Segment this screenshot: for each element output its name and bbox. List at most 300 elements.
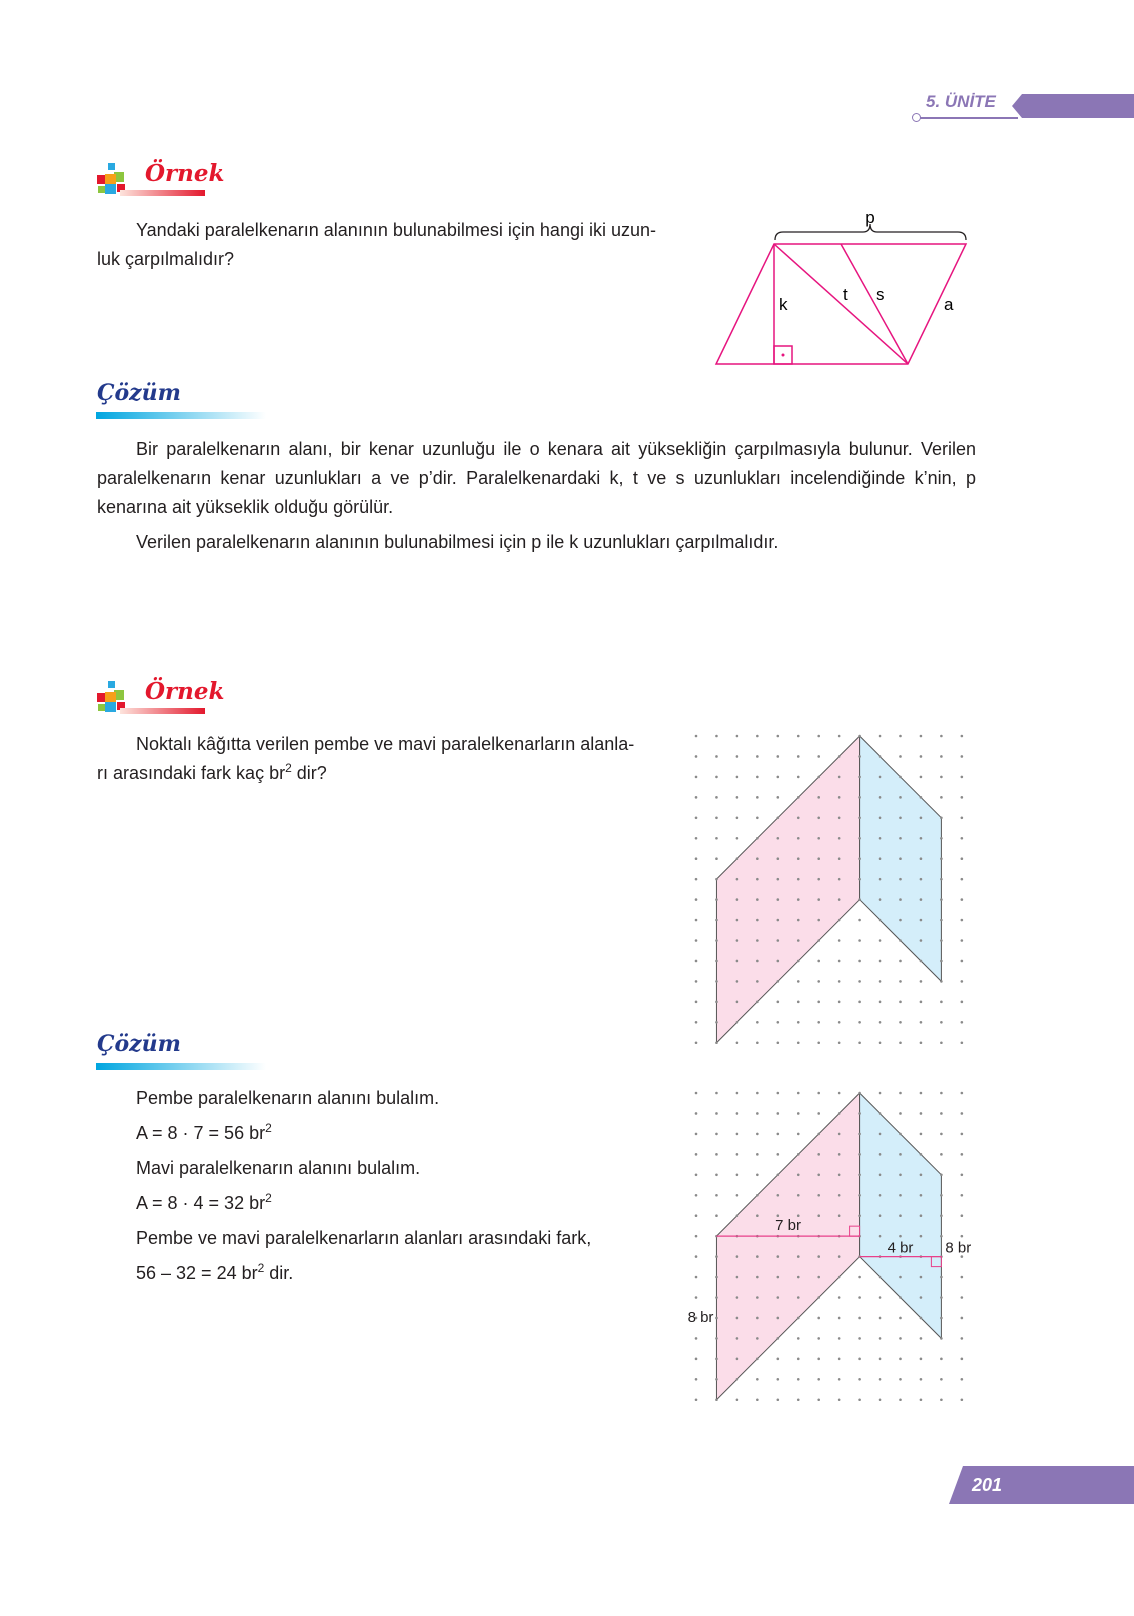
grid-dot <box>777 1255 780 1258</box>
grid-dot <box>756 1378 759 1381</box>
grid-dot <box>736 1296 739 1299</box>
grid-dot <box>899 980 902 983</box>
grid-dot <box>797 1112 800 1115</box>
grid-dot <box>715 1337 718 1340</box>
grid-dot <box>777 1398 780 1401</box>
grid-dot <box>756 735 759 738</box>
grid-dot <box>961 817 964 820</box>
grid-dot <box>736 898 739 901</box>
grid-dot <box>695 898 698 901</box>
grid-dot <box>858 980 861 983</box>
grid-dot <box>961 1133 964 1136</box>
grid-dot <box>715 980 718 983</box>
grid-dot <box>777 1021 780 1024</box>
grid-dot <box>777 837 780 840</box>
line-text: A = 8 · 4 = 32 br <box>136 1193 266 1213</box>
grid-dot <box>899 1001 902 1004</box>
grid-dot <box>899 837 902 840</box>
grid-dot <box>736 1194 739 1197</box>
grid-dot <box>899 919 902 922</box>
grid-dot <box>777 1001 780 1004</box>
grid-dot <box>899 898 902 901</box>
grid-dot <box>715 1214 718 1217</box>
grid-dot <box>961 1235 964 1238</box>
grid-dot <box>756 776 759 779</box>
grid-dot <box>838 898 841 901</box>
grid-dot <box>797 1174 800 1177</box>
grid-dot <box>736 919 739 922</box>
grid-dot <box>695 1174 698 1177</box>
grid-dot <box>940 1276 943 1279</box>
grid-dot <box>695 1112 698 1115</box>
grid-dot <box>899 1153 902 1156</box>
grid-dot <box>961 1194 964 1197</box>
grid-dot <box>858 837 861 840</box>
grid-dot <box>940 776 943 779</box>
grid-dot <box>695 1378 698 1381</box>
grid-dot <box>715 796 718 799</box>
grid-dot <box>817 776 820 779</box>
grid-dot <box>695 1133 698 1136</box>
grid-dot <box>695 1092 698 1095</box>
grid-dot <box>961 857 964 860</box>
grid-dot <box>797 878 800 881</box>
grid-dot <box>756 1398 759 1401</box>
line-text: Mavi paralelkenarın alanını bulalım. <box>136 1158 421 1178</box>
grid-dot <box>940 1112 943 1115</box>
grid-dot <box>777 1378 780 1381</box>
solution-heading: Çözüm <box>97 380 181 406</box>
solution-underline <box>96 412 266 419</box>
grid-dot <box>817 1001 820 1004</box>
grid-dot <box>858 1174 861 1177</box>
grid-dot <box>940 1041 943 1044</box>
grid-dot <box>756 1092 759 1095</box>
grid-dot <box>961 755 964 758</box>
solution-conclusion: Verilen paralelkenarın alanının bulunabilmesi için p ile k uzunlukları çarpılmalıdır. <box>136 532 779 552</box>
grid-dot <box>961 939 964 942</box>
label-a: a <box>944 295 954 314</box>
grid-dot <box>838 857 841 860</box>
grid-dot <box>940 898 943 901</box>
grid-dot <box>817 735 820 738</box>
grid-dot <box>899 1092 902 1095</box>
grid-dot <box>879 1296 882 1299</box>
grid-dot <box>940 755 943 758</box>
grid-dot <box>838 796 841 799</box>
grid-dot <box>961 1337 964 1340</box>
label-pink-width: 7 br <box>775 1217 801 1235</box>
grid-dot <box>879 898 882 901</box>
grid-dot <box>838 837 841 840</box>
grid-dot <box>797 735 800 738</box>
grid-dot <box>777 919 780 922</box>
grid-dot <box>777 1133 780 1136</box>
grid-dot <box>899 796 902 799</box>
grid-dot <box>715 755 718 758</box>
grid-dot <box>797 776 800 779</box>
question-line: Noktalı kâğıtta verilen pembe ve mavi paralelkenarların alanla- <box>136 734 635 754</box>
grid-dot <box>920 755 923 758</box>
grid-dot <box>695 1021 698 1024</box>
grid-dot <box>817 857 820 860</box>
grid-dot <box>879 1235 882 1238</box>
grid-dot <box>838 1112 841 1115</box>
grid-dot <box>715 1153 718 1156</box>
grid-dot <box>920 1112 923 1115</box>
grid-dot <box>736 1021 739 1024</box>
grid-dot <box>838 1337 841 1340</box>
question-line: Yandaki paralelkenarın alanının bulunabilmesi için hangi iki uzun- <box>136 220 656 240</box>
solution-line <box>136 1154 591 1189</box>
label-t: t <box>843 285 848 304</box>
grid-dot <box>838 1092 841 1095</box>
grid-dot <box>838 960 841 963</box>
unit-dot <box>912 113 921 122</box>
grid-dot <box>817 1276 820 1279</box>
grid-dot <box>756 878 759 881</box>
grid-dot <box>879 1133 882 1136</box>
grid-dot <box>961 878 964 881</box>
grid-dot <box>817 1378 820 1381</box>
grid-dot <box>920 1194 923 1197</box>
solution-line <box>136 1189 591 1224</box>
grid-dot <box>797 837 800 840</box>
grid-dot <box>777 980 780 983</box>
grid-dot <box>940 1194 943 1197</box>
grid-dot <box>899 1235 902 1238</box>
grid-dot <box>797 1296 800 1299</box>
grid-dot <box>797 1001 800 1004</box>
grid-dot <box>715 919 718 922</box>
grid-dot <box>777 878 780 881</box>
label-p: p <box>865 208 875 227</box>
unit-tab <box>1012 94 1134 118</box>
grid-dot <box>879 1153 882 1156</box>
grid-dot <box>695 919 698 922</box>
grid-dot <box>838 817 841 820</box>
grid-dot <box>961 837 964 840</box>
grid-dot <box>715 1001 718 1004</box>
grid-dot <box>695 980 698 983</box>
grid-dot <box>858 1133 861 1136</box>
grid-dot <box>695 1041 698 1044</box>
grid-dot <box>838 878 841 881</box>
grid-dot <box>736 1276 739 1279</box>
page-number: 201 <box>972 1475 1003 1495</box>
grid-dot <box>756 1041 759 1044</box>
line-text: dir. <box>264 1263 294 1283</box>
grid-dot <box>695 878 698 881</box>
grid-dot <box>695 1398 698 1401</box>
grid-dot <box>736 960 739 963</box>
grid-dot <box>899 857 902 860</box>
grid-dot <box>817 919 820 922</box>
grid-dot <box>695 1337 698 1340</box>
grid-dot <box>879 1276 882 1279</box>
grid-dot <box>879 1214 882 1217</box>
grid-dot <box>777 939 780 942</box>
grid-dot <box>899 1337 902 1340</box>
grid-dot <box>736 1133 739 1136</box>
grid-dot <box>797 1378 800 1381</box>
grid-dot <box>920 735 923 738</box>
grid-dot <box>797 1358 800 1361</box>
grid-dot <box>961 1112 964 1115</box>
grid-dot <box>736 1041 739 1044</box>
line-text: Pembe paralelkenarın alanını bulalım. <box>136 1088 440 1108</box>
grid-dot <box>736 878 739 881</box>
grid-dot <box>736 1214 739 1217</box>
grid-dot <box>756 1276 759 1279</box>
grid-dot <box>797 857 800 860</box>
grid-dot <box>756 980 759 983</box>
grid-dot <box>817 796 820 799</box>
grid-dot <box>838 1133 841 1136</box>
grid-dot <box>736 776 739 779</box>
grid-dot <box>920 1235 923 1238</box>
grid-dot <box>920 1174 923 1177</box>
grid-dot <box>858 1276 861 1279</box>
grid-dot <box>695 817 698 820</box>
unit-underline <box>918 117 1018 119</box>
grid-dot <box>858 1337 861 1340</box>
grid-dot <box>797 980 800 983</box>
grid-dot <box>920 1398 923 1401</box>
grid-dot <box>797 1153 800 1156</box>
grid-dot <box>899 817 902 820</box>
grid-dot <box>899 878 902 881</box>
grid-dot <box>879 1317 882 1320</box>
grid-dot <box>797 1276 800 1279</box>
label-blue-height: 8 br <box>945 1239 972 1257</box>
grid-dot <box>797 960 800 963</box>
grid-dot <box>838 776 841 779</box>
grid-dot <box>920 919 923 922</box>
grid-dot <box>920 1296 923 1299</box>
grid-dot <box>899 1112 902 1115</box>
grid-dot <box>817 939 820 942</box>
grid-dot <box>858 776 861 779</box>
grid-dot <box>879 755 882 758</box>
grid-dot <box>695 1296 698 1299</box>
grid-dot <box>920 980 923 983</box>
grid-dot <box>817 1214 820 1217</box>
grid-dot <box>817 1041 820 1044</box>
grid-dot <box>940 980 943 983</box>
grid-dot <box>736 1398 739 1401</box>
grid-dot <box>858 1112 861 1115</box>
grid-dot <box>920 1214 923 1217</box>
grid-dot <box>899 1317 902 1320</box>
grid-dot <box>695 755 698 758</box>
grid-dot <box>858 1153 861 1156</box>
grid-dot <box>715 1276 718 1279</box>
grid-dot <box>879 1112 882 1115</box>
grid-dot <box>777 1153 780 1156</box>
grid-dot <box>838 919 841 922</box>
grid-dot <box>756 1021 759 1024</box>
grid-dot <box>715 1194 718 1197</box>
grid-dot <box>940 1358 943 1361</box>
grid-dot <box>879 857 882 860</box>
grid-dot <box>940 1337 943 1340</box>
grid-dot <box>736 980 739 983</box>
grid-dot <box>756 1214 759 1217</box>
grid-dot <box>695 1001 698 1004</box>
grid-dot <box>817 1174 820 1177</box>
grid-dot <box>940 1174 943 1177</box>
grid-dot <box>777 755 780 758</box>
grid-dot <box>920 1358 923 1361</box>
grid-dot <box>736 1001 739 1004</box>
dot-paper-figure <box>686 726 976 1056</box>
grid-dot <box>940 1214 943 1217</box>
label-blue-width: 4 br <box>887 1239 914 1257</box>
grid-dot <box>879 1001 882 1004</box>
grid-dot <box>879 735 882 738</box>
grid-dot <box>695 1358 698 1361</box>
grid-dot <box>858 796 861 799</box>
grid-dot <box>817 1296 820 1299</box>
grid-dot <box>756 1112 759 1115</box>
grid-dot <box>797 1255 800 1258</box>
grid-dot <box>920 1092 923 1095</box>
grid-dot <box>838 1041 841 1044</box>
grid-dot <box>940 939 943 942</box>
grid-dot <box>736 1378 739 1381</box>
ornek-underline <box>120 190 205 196</box>
grid-dot <box>817 1092 820 1095</box>
grid-dot <box>940 857 943 860</box>
grid-dot <box>777 1092 780 1095</box>
grid-dot <box>695 796 698 799</box>
grid-dot <box>756 1133 759 1136</box>
grid-dot <box>858 919 861 922</box>
grid-dot <box>736 1255 739 1258</box>
grid-dot <box>961 776 964 779</box>
grid-dot <box>899 1194 902 1197</box>
grid-dot <box>736 755 739 758</box>
grid-dot <box>899 1276 902 1279</box>
grid-dot <box>736 857 739 860</box>
grid-dot <box>756 1358 759 1361</box>
grid-dot <box>940 1296 943 1299</box>
grid-dot <box>940 1317 943 1320</box>
grid-dot <box>879 796 882 799</box>
grid-dot <box>838 1174 841 1177</box>
grid-dot <box>736 735 739 738</box>
grid-dot <box>756 1194 759 1197</box>
solution-line <box>136 1259 591 1294</box>
grid-dot <box>838 1214 841 1217</box>
grid-dot <box>961 898 964 901</box>
solution-line <box>136 1084 591 1119</box>
grid-dot <box>940 1021 943 1024</box>
grid-dot <box>920 1021 923 1024</box>
solution-line <box>136 1119 591 1154</box>
grid-dot <box>940 796 943 799</box>
grid-dot <box>838 1194 841 1197</box>
grid-dot <box>736 1317 739 1320</box>
grid-dot <box>920 1001 923 1004</box>
grid-dot <box>899 1214 902 1217</box>
grid-dot <box>817 1133 820 1136</box>
question-line <box>97 759 327 788</box>
solution-heading: Çözüm <box>97 1031 181 1057</box>
grid-dot <box>817 898 820 901</box>
grid-dot <box>817 960 820 963</box>
grid-dot <box>736 1358 739 1361</box>
superscript: 2 <box>285 761 292 775</box>
grid-dot <box>879 1378 882 1381</box>
grid-dot <box>817 1398 820 1401</box>
solution-steps <box>136 1084 591 1294</box>
grid-dot <box>715 1092 718 1095</box>
grid-dot <box>756 837 759 840</box>
grid-dot <box>899 1133 902 1136</box>
grid-dot <box>940 817 943 820</box>
grid-dot <box>756 960 759 963</box>
solution-underline <box>96 1063 266 1070</box>
grid-dot <box>940 878 943 881</box>
grid-dot <box>920 837 923 840</box>
superscript: 2 <box>265 1191 272 1205</box>
grid-dot <box>797 939 800 942</box>
grid-dot <box>797 1194 800 1197</box>
grid-dot <box>777 1276 780 1279</box>
grid-dot <box>695 776 698 779</box>
grid-dot <box>797 898 800 901</box>
grid-dot <box>756 1174 759 1177</box>
grid-dot <box>858 1194 861 1197</box>
grid-dot <box>756 817 759 820</box>
grid-dot <box>961 1174 964 1177</box>
grid-dot <box>838 1255 841 1258</box>
grid-dot <box>961 1041 964 1044</box>
grid-dot <box>756 1317 759 1320</box>
grid-dot <box>899 1378 902 1381</box>
grid-dot <box>715 1296 718 1299</box>
grid-dot <box>858 960 861 963</box>
grid-dot <box>756 1296 759 1299</box>
grid-dot <box>858 857 861 860</box>
grid-dot <box>858 1317 861 1320</box>
grid-dot <box>899 1398 902 1401</box>
grid-dot <box>838 1001 841 1004</box>
grid-dot <box>879 776 882 779</box>
grid-dot <box>695 1194 698 1197</box>
grid-dot <box>961 980 964 983</box>
grid-dot <box>940 837 943 840</box>
grid-dot <box>715 878 718 881</box>
grid-dot <box>715 1041 718 1044</box>
grid-dot <box>777 1337 780 1340</box>
grid-dot <box>858 735 861 738</box>
grid-dot <box>756 857 759 860</box>
grid-dot <box>879 1021 882 1024</box>
parallelogram-figure <box>700 200 990 380</box>
segment-s <box>841 244 908 364</box>
grid-dot <box>736 1174 739 1177</box>
grid-dot <box>940 1378 943 1381</box>
grid-dot <box>715 898 718 901</box>
grid-dot <box>858 1214 861 1217</box>
grid-dot <box>777 1358 780 1361</box>
question-line: luk çarpılmalıdır? <box>97 249 235 269</box>
grid-dot <box>920 1041 923 1044</box>
line-text: 56 – 32 = 24 br <box>136 1263 258 1283</box>
